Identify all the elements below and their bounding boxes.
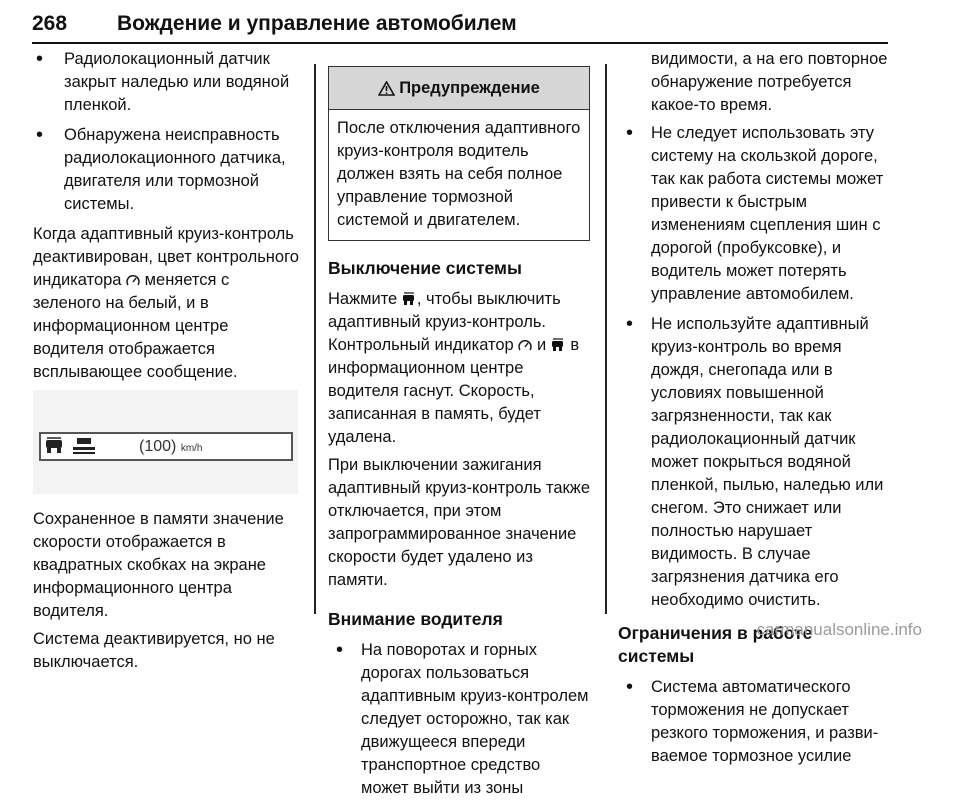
- bullet-list: [33, 48, 299, 216]
- display-illustration: [33, 390, 298, 494]
- paragraph: Нажмите , чтобы выключить адаптивный круиз-контроль. Контрольный индикатор и в информационном центре водителя гаснут. Скорость, записанная в память, будет удалена.: [328, 290, 580, 446]
- warning-box: [328, 66, 590, 241]
- paragraph: Сохраненное в памяти значение скорости отображается в квадратных скобках на экране информационного центра водителя.: [33, 510, 284, 620]
- column-2: [328, 66, 590, 807]
- warning-header: [329, 67, 589, 110]
- list-item: • Не следует использовать эту систему на скользкой дороге, так как работа системы может привести к быстрым изменениям сцепления шин с дорогой (пробуксовке), и водитель может потерять управление автомобилем.: [618, 122, 890, 306]
- section-heading: Выключение системы: [328, 258, 522, 278]
- driver-info-display: [39, 432, 293, 461]
- section-heading: Ограничения в работе системы: [618, 623, 813, 666]
- acc-car-icon: [44, 436, 66, 456]
- warning-text: После отключения адаптивного круиз-контроля водитель должен взять на себя полное управление тормозной системой и двигателем.: [337, 119, 581, 229]
- column-divider: [605, 64, 607, 614]
- column-3: [618, 48, 890, 775]
- header-rule: [32, 42, 888, 44]
- cruise-control-icon: [518, 339, 532, 352]
- column-1: [33, 48, 299, 679]
- paragraph: Система деактивируется, но не выключается.: [33, 630, 275, 671]
- bullet-list: [618, 676, 890, 768]
- column-divider: [314, 64, 316, 614]
- list-item: • Система автоматического торможения не допускает резкого торможения, и разви-ваемое тормозное усилие: [618, 676, 890, 768]
- paragraph: видимости, а на его повторное обнаружение потребуется какое-то время.: [651, 50, 888, 114]
- list-item: • Не используйте адаптивный круиз-контроль во время дождя, снегопада или в условиях повышенной загрязненности, так как радиолокационный датчик может покрыться водяной пленкой, пылью, наледью или снегом. Это снижает или полностью нарушает видимость. В случае загрязнения датчика его необходимо очистить.: [618, 313, 890, 612]
- watermark: carmanualsonline.info: [756, 620, 922, 639]
- paragraph: При выключении зажигания адаптивный круиз-контроль также отключается, при этом запрограммированное значение скорости будет удалено из памяти.: [328, 456, 590, 589]
- acc-car-icon: [402, 292, 417, 306]
- bullet-list: [618, 122, 890, 612]
- list-item: • Радиолокационный датчик закрыт наледью или водяной пленкой.: [33, 48, 299, 117]
- page-number: 268: [32, 12, 68, 35]
- list-item: • Обнаружена неисправность радиолокационного датчика, двигателя или тормозной системы.: [33, 124, 299, 216]
- cruise-control-icon: [126, 274, 140, 287]
- following-distance-icon: [73, 437, 97, 455]
- paragraph: Когда адаптивный круиз-контроль деактивирован, цвет контрольного индикатора меняется с зеленого на белый, и в информационном центре водителя отображается всплывающее сообщение.: [33, 225, 299, 381]
- warning-title: Предупреждение: [399, 78, 540, 97]
- set-speed-value: (100) km/h: [139, 438, 203, 455]
- page-header: [0, 0, 960, 44]
- page-title: Вождение и управление автомобилем: [117, 12, 517, 35]
- section-heading: Внимание водителя: [328, 609, 503, 629]
- acc-car-icon: [551, 338, 566, 352]
- bullet-list: [328, 639, 590, 800]
- warning-triangle-icon: [378, 81, 395, 96]
- list-item: • На поворотах и горных дорогах пользоваться адаптивным круиз-контролем следует осторожно, так как движущееся впереди транспортное средство может выйти из зоны: [328, 639, 590, 800]
